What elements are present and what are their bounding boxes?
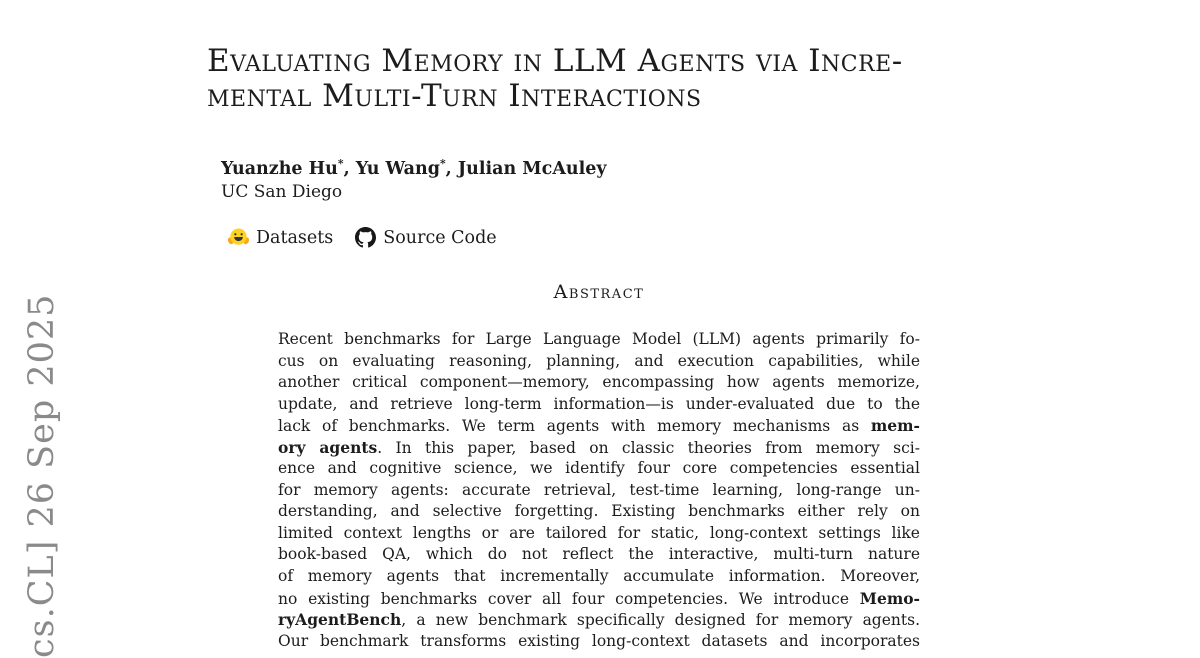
affiliation: UC San Diego — [221, 182, 343, 202]
arxiv-watermark: cs.CL] 26 Sep 2025 — [22, 293, 62, 658]
abstract-line: derstanding, and selective forgetting. Existing benchmarks either rely on — [278, 502, 920, 521]
huggingface-icon — [228, 227, 249, 248]
abstract-line: for memory agents: accurate retrieval, test-time learning, long-range un- — [278, 480, 920, 499]
paper-title-line-1: Evaluating Memory in LLM Agents via Incre- — [207, 43, 903, 79]
datasets-link[interactable] — [228, 227, 333, 248]
paper-title-line-2: mental Multi-Turn Interactions — [207, 78, 702, 114]
abstract-heading: Abstract — [553, 281, 645, 303]
abstract-line: ory agents. In this paper, based on classic theories from memory sci- — [278, 437, 920, 457]
abstract-line: ence and cognitive science, we identify four core competencies essential — [278, 459, 920, 478]
abstract-line: Our benchmark transforms existing long-context datasets and incorporates — [278, 631, 920, 650]
source-code-link-label: Source Code — [383, 227, 497, 248]
paper-title — [207, 44, 1007, 114]
abstract-body — [278, 329, 920, 652]
abstract-line: another critical component—memory, encompassing how agents memorize, — [278, 373, 920, 392]
abstract-line: limited context lengths or are tailored for static, long-context settings like — [278, 523, 920, 542]
abstract-line: book-based QA, which do not reflect the interactive, multi-turn nature — [278, 545, 920, 564]
source-code-link[interactable] — [355, 227, 496, 248]
abstract-line: Recent benchmarks for Large Language Model (LLM) agents primarily fo- — [278, 330, 920, 348]
authors-line: Yuanzhe Hu*, Yu Wang*, Julian McAuley — [221, 157, 607, 179]
github-icon — [355, 227, 376, 248]
resource-links — [228, 227, 497, 248]
abstract-line: cus on evaluating reasoning, planning, and execution capabilities, while — [278, 351, 920, 370]
abstract-line: ryAgentBench, a new benchmark specifically designed for memory agents. — [278, 610, 920, 630]
abstract-line: update, and retrieve long-term information—is under-evaluated due to the — [278, 394, 920, 413]
abstract-line: of memory agents that incrementally accumulate information. Moreover, — [278, 567, 920, 586]
abstract-line: lack of benchmarks. We term agents with memory mechanisms as mem- — [278, 416, 920, 436]
abstract-line: no existing benchmarks cover all four competencies. We introduce Memo- — [278, 588, 920, 608]
datasets-link-label: Datasets — [256, 227, 334, 248]
